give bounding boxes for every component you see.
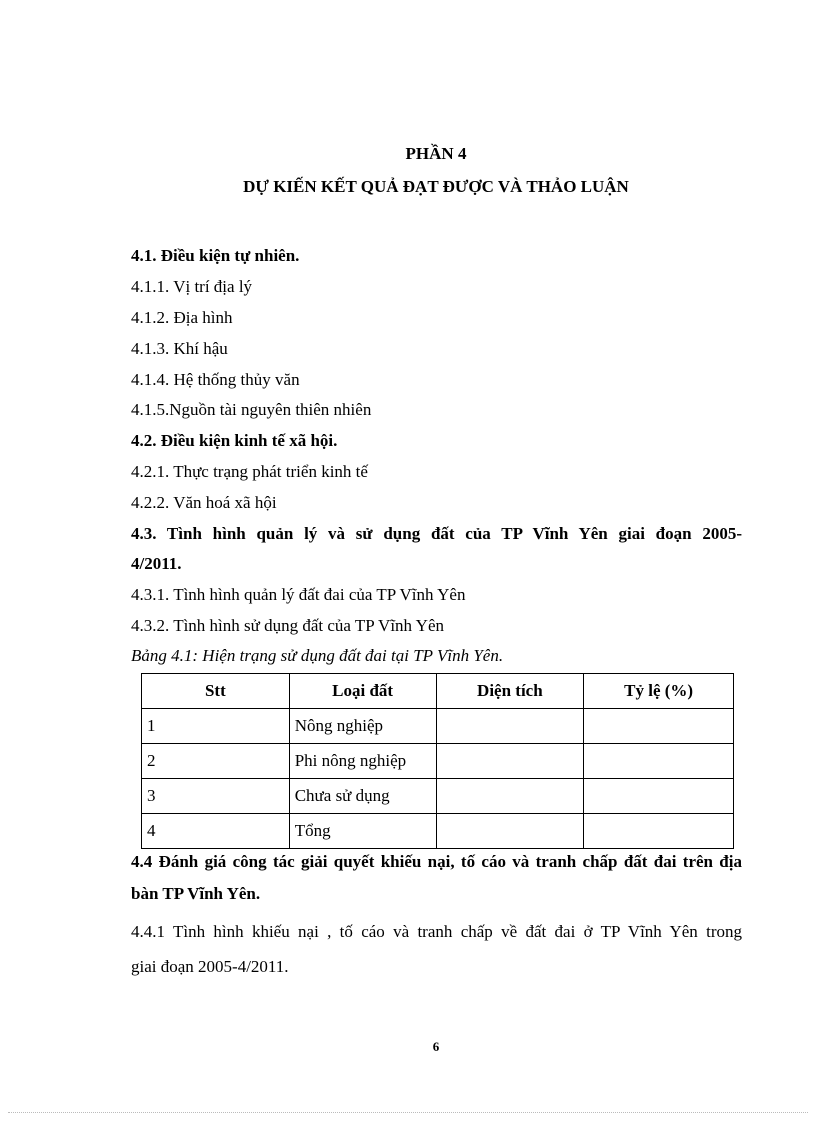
subsection-4-1-3: 4.1.3. Khí hậu bbox=[131, 339, 228, 358]
table-cell: Phi nông nghiệp bbox=[289, 744, 436, 779]
table-caption: Bảng 4.1: Hiện trạng sử dụng đất đai tại TP Vĩnh Yên. bbox=[131, 646, 504, 665]
subsection-4-4-1-line1: 4.4.1 Tình hình khiếu nại , tố cáo và tranh chấp về đất đai ở TP Vĩnh Yên trong bbox=[131, 922, 742, 941]
land-use-table bbox=[141, 673, 734, 849]
subsection-4-1-2: 4.1.2. Địa hình bbox=[131, 308, 233, 327]
section-4-4-heading-line2: bàn TP Vĩnh Yên. bbox=[131, 884, 261, 903]
subsection-4-1-1: 4.1.1. Vị trí địa lý bbox=[131, 277, 253, 296]
subsection-4-3-2: 4.3.2. Tình hình sử dụng đất của TP Vĩnh Yên bbox=[131, 616, 444, 635]
table-cell: Nông nghiệp bbox=[289, 709, 436, 744]
subsection-4-4-1-line2: giai đoạn 2005-4/2011. bbox=[131, 957, 289, 976]
subsection-4-2-2: 4.2.2. Văn hoá xã hội bbox=[131, 493, 277, 512]
table-cell bbox=[584, 779, 734, 814]
table-cell: 1 bbox=[142, 709, 290, 744]
subsection-4-1-5: 4.1.5.Nguồn tài nguyên thiên nhiên bbox=[131, 400, 372, 419]
table-header-row bbox=[142, 674, 734, 709]
table-cell: Chưa sử dụng bbox=[289, 779, 436, 814]
table-cell bbox=[584, 744, 734, 779]
subsection-4-2-1: 4.2.1. Thực trạng phát triển kinh tế bbox=[131, 462, 368, 481]
table-cell bbox=[584, 709, 734, 744]
table-cell bbox=[584, 814, 734, 849]
table-cell: Tổng bbox=[289, 814, 436, 849]
table-row bbox=[142, 779, 734, 814]
table-cell bbox=[436, 744, 584, 779]
section-4-1-heading: 4.1. Điều kiện tự nhiên. bbox=[131, 246, 300, 265]
section-4-3-heading-line2: 4/2011. bbox=[131, 554, 182, 573]
chapter-title: DỰ KIẾN KẾT QUẢ ĐẠT ĐƯỢC VÀ THẢO LUẬN bbox=[243, 177, 629, 196]
subsection-4-3-1: 4.3.1. Tình hình quản lý đất đai của TP Vĩnh Yên bbox=[131, 585, 466, 604]
page-number: 6 bbox=[432, 1039, 440, 1054]
page-border-divider bbox=[8, 1112, 808, 1113]
table-row bbox=[142, 709, 734, 744]
table-header-cell: Tỷ lệ (%) bbox=[584, 674, 734, 709]
table-row bbox=[142, 814, 734, 849]
table-cell bbox=[436, 814, 584, 849]
table-cell: 2 bbox=[142, 744, 290, 779]
table-cell: 3 bbox=[142, 779, 290, 814]
table-header-cell: Loại đất bbox=[289, 674, 436, 709]
table-cell bbox=[436, 709, 584, 744]
table-header-cell: Diện tích bbox=[436, 674, 584, 709]
table-row bbox=[142, 744, 734, 779]
table-cell bbox=[436, 779, 584, 814]
table-cell: 4 bbox=[142, 814, 290, 849]
subsection-4-1-4: 4.1.4. Hệ thống thủy văn bbox=[131, 370, 300, 389]
section-4-2-heading: 4.2. Điều kiện kinh tế xã hội. bbox=[131, 431, 338, 450]
section-4-3-heading-line1: 4.3. Tình hình quản lý và sử dụng đất của TP Vĩnh Yên giai đoạn 2005- bbox=[131, 524, 742, 543]
section-4-4-heading-line1: 4.4 Đánh giá công tác giải quyết khiếu nại, tố cáo và tranh chấp đất đai trên địa bbox=[131, 852, 742, 871]
chapter-number: PHẦN 4 bbox=[405, 144, 467, 163]
table-header-cell: Stt bbox=[142, 674, 290, 709]
